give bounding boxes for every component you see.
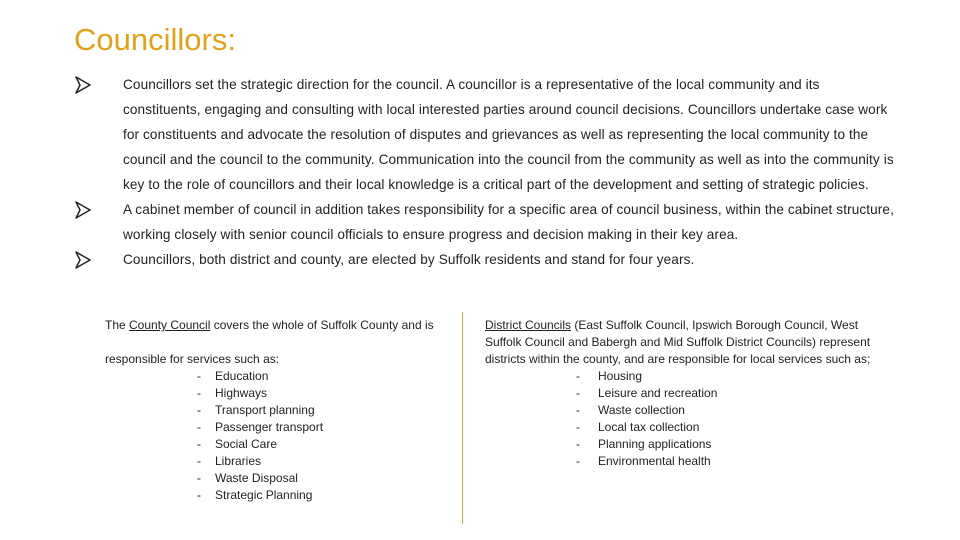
list-item: - Strategic Planning <box>197 488 313 502</box>
county-services-list <box>105 368 463 504</box>
list-item: - Highways <box>197 386 268 400</box>
county-intro <box>105 317 463 334</box>
county-intro-line2: responsible for services such as: <box>105 352 280 366</box>
list-item: - Education <box>197 369 269 383</box>
arrow-bullet-icon <box>75 201 91 219</box>
list-item: - Housing <box>576 369 643 383</box>
county-prefix: The <box>105 318 130 332</box>
district-intro-rest: (East Suffolk Council, Ipswich Borough Council, West Suffolk Council and Babergh and Mid Suffolk District Councils) represent districts within the county, and are responsible for local services such as; <box>485 318 871 366</box>
district-intro <box>485 317 880 368</box>
list-item: - Social Care <box>197 437 278 451</box>
bullet-item <box>75 72 895 197</box>
county-council-column <box>105 317 463 504</box>
bullet-text: Councillors, both district and county, are elected by Suffolk residents and stand for four years. <box>123 252 695 267</box>
bullet-text: A cabinet member of council in addition takes responsibility for a specific area of council business, within the cabinet structure, working closely with senior council officials to ensure progress and decision making in their key area. <box>123 202 894 242</box>
arrow-bullet-icon <box>75 76 91 94</box>
county-council-term: County Council <box>129 318 211 332</box>
list-item: - Leisure and recreation <box>576 386 718 400</box>
bullet-text: Councillors set the strategic direction for the council. A councillor is a representative of the local community and its constituents, engaging and consulting with local interested parties around council decisions. Councillors undertake case work for constituents and advocate the resolution of disputes and grievances as well as representing the local community to the council and the council to the community. Communication into the council from the community as well as into the community is key to the role of councillors and their local knowledge is a critical part of the development and setting of strategic policies. <box>123 77 894 192</box>
county-intro-rest: covers the whole of Suffolk County and is <box>210 318 434 332</box>
arrow-bullet-icon <box>75 251 91 269</box>
list-item: - Passenger transport <box>197 420 324 434</box>
district-councils-column <box>485 317 880 470</box>
list-item: - Waste collection <box>576 403 685 417</box>
bullet-item <box>75 197 895 247</box>
page-title: Councillors: <box>74 22 236 57</box>
list-item: - Libraries <box>197 454 262 468</box>
district-councils-term: District Councils <box>485 318 572 332</box>
column-divider <box>462 312 463 524</box>
list-item: - Environmental health <box>576 454 711 468</box>
district-services-list <box>485 368 880 470</box>
list-item: - Transport planning <box>197 403 315 417</box>
bullet-item <box>75 247 895 272</box>
list-item: - Planning applications <box>576 437 712 451</box>
list-item: - Waste Disposal <box>197 471 298 485</box>
bullet-list <box>75 72 895 272</box>
list-item: - Local tax collection <box>576 420 700 434</box>
